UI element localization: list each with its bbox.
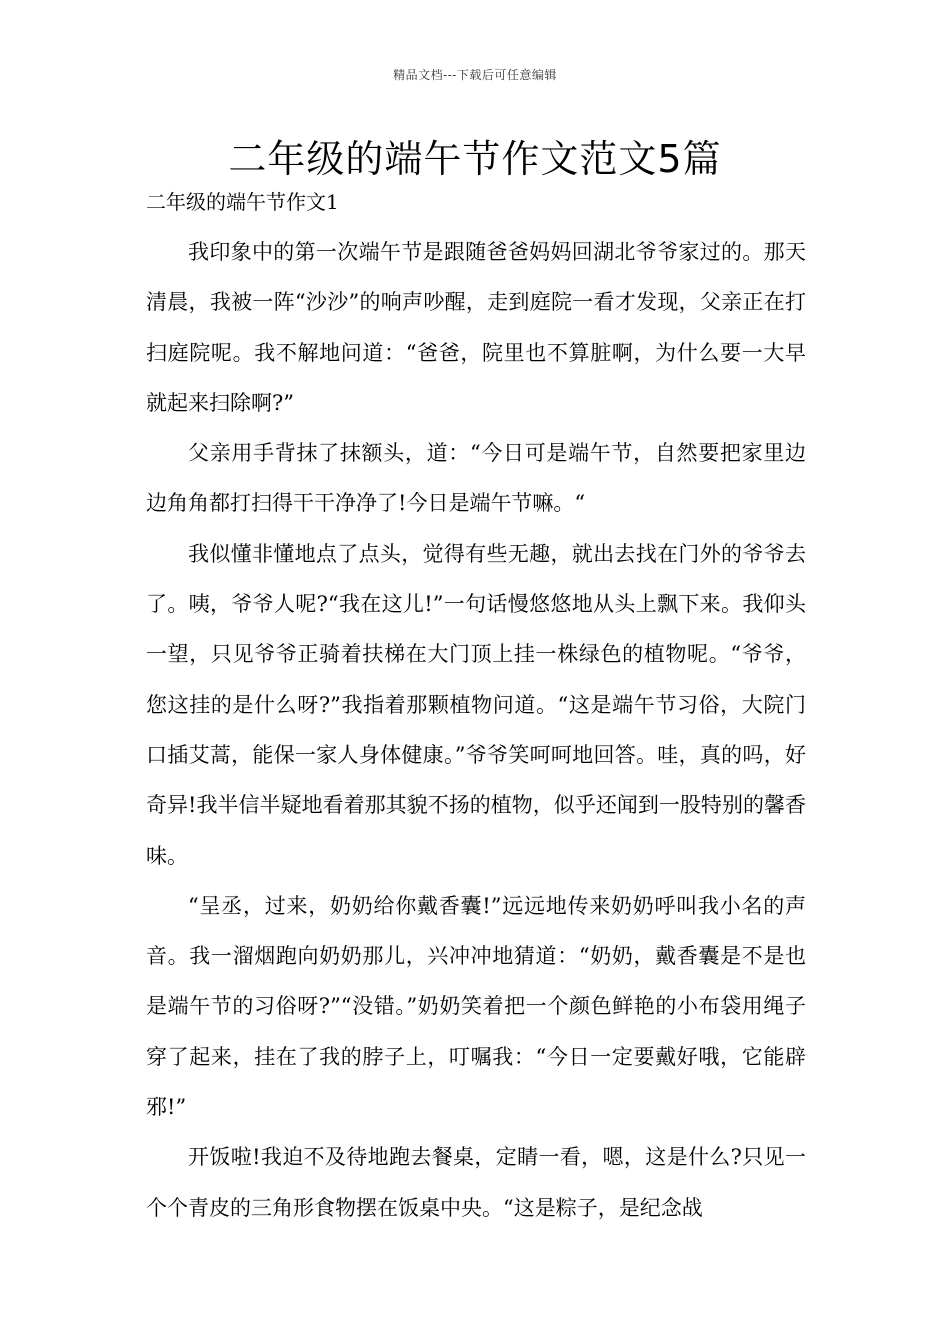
paragraph-4: “呈丞，过来，奶奶给你戴香囊!”远远地传来奶奶呼叫我小名的声音。我一溜烟跑向奶奶那儿，兴冲冲地猜道：“奶奶，戴香囊是不是也是端午节的习俗呀?”“没错。”奶奶笑着把一个颜色鲜艳的小布袋用绳子穿了起来，挂在了我的脖子上，叮嘱我：“今日一定要戴好哦，它能辟邪!” [146, 893, 806, 1120]
header-note: 精品文档---下载后可任意编辑 [393, 68, 557, 82]
document-body [146, 227, 806, 1233]
section-heading: 二年级的端午节作文1 [146, 190, 339, 214]
document-title: 二年级的端午节作文范文5篇 [228, 137, 722, 181]
paragraph-5: 开饭啦!我迫不及待地跑去餐桌，定睛一看，嗯，这是什么?只见一个个青皮的三角形食物摆在饭桌中央。“这是粽子，是纪念战 [146, 1145, 806, 1220]
paragraph-2: 父亲用手背抹了抹额头，道：“今日可是端午节，自然要把家里边边角角都打扫得干干净净了!今日是端午节嘛。“ [146, 441, 806, 516]
paragraph-1: 我印象中的第一次端午节是跟随爸爸妈妈回湖北爷爷家过的。那天清晨，我被一阵“沙沙”的响声吵醒，走到庭院一看才发现，父亲正在打扫庭院呢。我不解地问道：“爸爸，院里也不算脏啊，为什么要一大早就起来扫除啊?” [146, 240, 806, 415]
paragraph-3: 我似懂非懂地点了点头，觉得有些无趣，就出去找在门外的爷爷去了。咦，爷爷人呢?“我在这儿!”一句话慢悠悠地从头上飘下来。我仰头一望，只见爷爷正骑着扶梯在大门顶上挂一株绿色的植物呢。“爷爷，您这挂的是什么呀?”我指着那颗植物问道。“这是端午节习俗，大院门口插艾蒿，能保一家人身体健康。”爷爷笑呵呵地回答。哇，真的吗，好奇异!我半信半疑地看着那其貌不扬的植物，似乎还闻到一股特别的馨香味。 [146, 541, 806, 868]
